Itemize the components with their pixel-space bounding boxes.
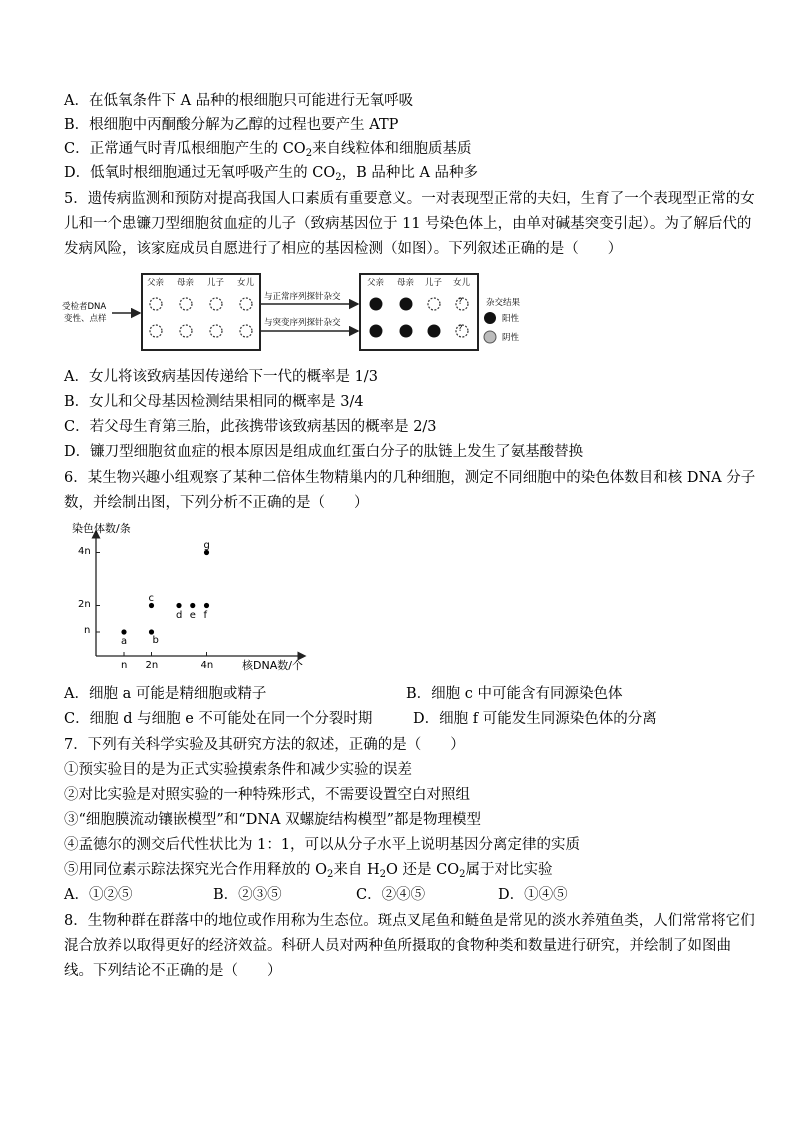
- point-label-a: a: [121, 636, 128, 647]
- legend-negative-dot: [484, 331, 496, 343]
- q5-option-b: B．女儿和父母基因检测结果相同的概率是 3/4: [64, 394, 364, 410]
- q7-statement-5: ⑤用同位素示踪法探究光合作用释放的 $O_2$来自 $H_2O$ 还是 $CO_2$属于对比实验: [64, 862, 553, 880]
- spot-mother-normal-empty: [180, 298, 192, 310]
- point-label-e: e: [189, 609, 196, 621]
- point-a: [121, 629, 126, 634]
- arrow-normal-probe-label: 与正常序列探针杂交: [264, 292, 341, 302]
- y-tick-label: n: [84, 625, 91, 636]
- q4-option-a: A．在低氧条件下 A 品种的根细胞只可能进行无氧呼吸: [64, 93, 414, 109]
- q4-option-d: D．低氧时根细胞通过无氧呼吸产生的 $CO_2$，B 品种比 A 品种多: [64, 165, 479, 183]
- q7-option-a: A．①②⑤: [64, 887, 133, 903]
- q5-stem-line3: 发病风险，该家庭成员自愿进行了相应的基因检测（如图）。下列叙述正确的是（ ）: [64, 241, 623, 257]
- diagram-member-mother-2: 母亲: [397, 278, 415, 288]
- spot-father-normal-positive: [370, 298, 383, 311]
- spot-father-mutant-empty: [150, 325, 162, 337]
- point-label-f: f: [203, 609, 208, 621]
- y-tick-label: 4n: [78, 545, 91, 557]
- unknown-mark-1: ?: [458, 297, 463, 307]
- q7-statement-1: ①预实验目的是为正式实验摸索条件和减少实验的误差: [64, 762, 412, 778]
- legend-title: 杂交结果: [486, 298, 521, 308]
- diagram-member-daughter: 女儿: [237, 278, 255, 288]
- q5-option-c: C．若父母生育第三胎，此孩携带该致病基因的概率是 2/3: [64, 419, 437, 435]
- q6-stem-line1: 6．某生物兴趣小组观察了某种二倍体生物精巢内的几种细胞，测定不同细胞中的染色体数目和核 DNA 分子: [64, 470, 756, 486]
- q5-stem-line1: 5．遗传病监测和预防对提高我国人口素质有重要意义。一对表现型正常的夫妇，生育了一个表现型正常的女: [64, 191, 755, 207]
- point-b: [149, 629, 154, 634]
- spot-son-normal-empty: [210, 298, 222, 310]
- spot-mother-normal-positive: [400, 298, 413, 311]
- q5-option-a: A．女儿将该致病基因传递给下一代的概率是 1/3: [64, 369, 378, 385]
- chromosome-dna-chart-svg: [62, 520, 322, 674]
- spot-son-mutant-empty: [210, 325, 222, 337]
- diagram-member-son: 儿子: [207, 278, 225, 288]
- q7-statement-2: ②对比实验是对照实验的一种特殊形式，不需要设置空白对照组: [64, 787, 470, 803]
- point-label-c: c: [148, 592, 154, 604]
- q7-stem: 7．下列有关科学实验及其研究方法的叙述，正确的是（ ）: [64, 737, 465, 753]
- gene-test-diagram: [62, 268, 542, 354]
- q6-option-c: C．细胞 d 与细胞 e 不可能处在同一个分裂时期: [64, 711, 373, 727]
- spot-son-mutant-positive: [428, 325, 441, 338]
- q6-option-b: B．细胞 c 中可能含有同源染色体: [406, 686, 623, 702]
- point-g: [204, 550, 209, 555]
- diagram-left-label-2: 变性、点样: [64, 314, 107, 324]
- q8-stem-line3: 线。下列结论不正确的是（ ）: [64, 963, 282, 979]
- spot-daughter-mutant-empty: [240, 325, 252, 337]
- q7-statement-4: ④孟德尔的测交后代性状比为 1：1，可以从分子水平上说明基因分离定律的实质: [64, 837, 581, 853]
- y-tick-label: 2n: [78, 598, 91, 610]
- point-label-d: d: [176, 609, 183, 621]
- q7-statement-3: ③“细胞膜流动镶嵌模型”和“DNA 双螺旋结构模型”都是物理模型: [64, 812, 482, 828]
- q6-option-d: D．细胞 f 可能发生同源染色体的分离: [413, 711, 657, 727]
- point-f: [204, 603, 209, 608]
- x-tick-label: 2n: [145, 660, 159, 671]
- diagram-member-father-2: 父亲: [367, 278, 385, 288]
- spot-father-mutant-positive: [370, 325, 383, 338]
- x-tick-label: 4n: [200, 660, 214, 671]
- diagram-member-son-2: 儿子: [425, 278, 443, 288]
- spot-son-normal-empty2: [428, 298, 440, 310]
- arrow-mutant-probe-label: 与突变序列探针杂交: [264, 318, 341, 328]
- chart-xlabel: 核DNA数/个: [242, 659, 303, 672]
- x-tick-label: n: [121, 660, 128, 671]
- diagram-member-mother: 母亲: [177, 278, 195, 288]
- spot-father-normal-empty: [150, 298, 162, 310]
- point-d: [176, 603, 181, 608]
- spot-daughter-normal-empty: [240, 298, 252, 310]
- legend-positive-label: 阳性: [502, 314, 520, 324]
- spot-mother-mutant-positive: [400, 325, 413, 338]
- q5-option-d: D．镰刀型细胞贫血症的根本原因是组成血红蛋白分子的肽链上发生了氨基酸替换: [64, 444, 584, 460]
- unknown-mark-2: ?: [458, 324, 463, 334]
- q7-option-d: D．①④⑤: [498, 887, 568, 903]
- q8-stem-line2: 混合放养以取得更好的经济效益。科研人员对两种鱼所摄取的食物种类和数量进行研究，并绘制了如图曲: [64, 938, 731, 954]
- q8-stem-line1: 8．生物种群在群落中的地位或作用称为生态位。斑点叉尾鱼和鲢鱼是常见的淡水养殖鱼类，人们常常将它们: [64, 913, 755, 929]
- diagram-left-label-1: 受检者DNA: [62, 302, 107, 312]
- chart-ylabel: 染色体数/条: [72, 522, 131, 535]
- point-e: [190, 603, 195, 608]
- diagram-member-father: 父亲: [147, 278, 165, 288]
- q6-option-a: A．细胞 a 可能是精细胞或精子: [64, 686, 267, 702]
- q4-option-b: B．根细胞中丙酮酸分解为乙醇的过程也要产生 ATP: [64, 117, 399, 133]
- point-label-b: b: [152, 635, 159, 646]
- legend-negative-label: 阴性: [502, 333, 520, 343]
- chromosome-dna-chart: [62, 520, 322, 674]
- spot-mother-mutant-empty: [180, 325, 192, 337]
- point-c: [149, 603, 154, 608]
- diagram-member-daughter-2: 女儿: [453, 278, 471, 288]
- q7-option-c: C．②④⑤: [356, 887, 426, 903]
- q6-stem-line2: 数，并绘制出图，下列分析不正确的是（ ）: [64, 495, 369, 511]
- legend-positive-dot: [484, 312, 496, 324]
- q7-option-b: B．②③⑤: [213, 887, 282, 903]
- q4-option-c: C．正常通气时青瓜根细胞产生的 $CO_2$来自线粒体和细胞质基质: [64, 141, 472, 159]
- point-label-g: g: [203, 539, 210, 551]
- q5-stem-line2: 儿和一个患镰刀型细胞贫血症的儿子（致病基因位于 11 号染色体上，由单对碱基突变引起）。为了解后代的: [64, 216, 752, 232]
